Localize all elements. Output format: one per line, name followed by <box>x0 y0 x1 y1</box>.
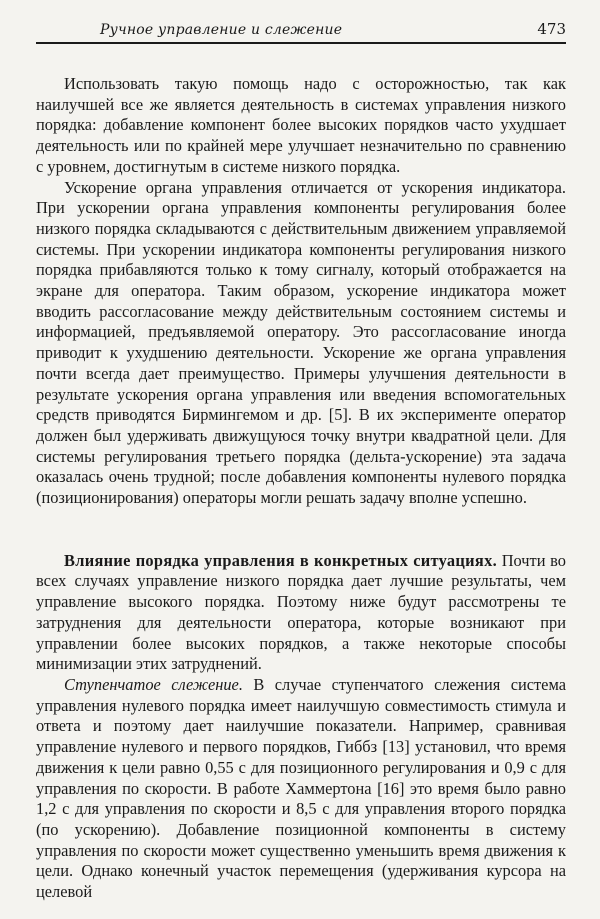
paragraph-step-tracking <box>36 675 566 903</box>
section-spacer <box>36 509 566 551</box>
section-intro: Почти во всех случаях управление низкого порядка дает лучшие результаты, чем управление высокого порядка. Поэтому ниже будут рассмотрены те затруднения для деятельности оператора, которые возникают при управлении более высоких порядков, а также некоторые способы минимизации этих затруднений. <box>36 550 566 674</box>
running-title: Ручное управление и слежение <box>100 22 343 38</box>
book-page <box>36 14 566 903</box>
subsection-title: Ступенчатое слежение. <box>64 674 243 694</box>
section-paragraph <box>36 551 566 675</box>
page-header <box>36 14 566 44</box>
section-heading: Влияние порядка управления в конкретных ситуациях. <box>64 550 497 570</box>
subsection-text: В случае ступенчатого слежения система управления нулевого порядка имеет наилучшую совместимость стимула и ответа и поэтому дает наилучшие показатели. Например, сравнивая управление нулевого и первого порядков, Гиббз [13] установил, что время движения к цели равно 0,55 с для позиционного регулирования и 0,9 с для управления по скорости. В работе Хаммертона [16] это время было равно 1,2 с для управления по скорости и 8,5 с для управления второго порядка (по ускорению). Добавление позиционной компоненты в систему управления по скорости может существенно уменьшить время движения к цели. Однако конечный участок перемещения (удерживания курсора на целевой <box>36 674 566 902</box>
paragraph-acceleration-caution: Использовать такую помощь надо с осторожностью, так как наилучшей все же является деятельность в системах управления низкого порядка: добавление компонент более высоких порядков часто ухудшает деятельность или по крайней мере улучшает незначительно по сравнению с уровнем, достигнутым в системе низкого порядка. <box>36 74 566 176</box>
body-text <box>36 74 566 903</box>
page-number: 473 <box>537 20 566 38</box>
paragraph-control-vs-display-acceleration: Ускорение органа управления отличается от ускорения индикатора. При ускорении органа управления компоненты регулирования более низкого порядка складываются с действительным движением управляемой системы. При ускорении индикатора компоненты регулирования низкого порядка прибавляются только к тому сигналу, который отображается на экране для оператора. Таким образом, ускорение индикатора может вводить рассогласование между действительным состоянием системы и информацией, предъявляемой оператору. Это рассогласование иногда приводит к ухудшению деятельности. Ускорение же органа управления почти всегда дает преимущество. Примеры улучшения деятельности в результате ускорения органа управления или введения вспомогательных средств приводятся Бирмингемом и др. [5]. В их эксперименте оператор должен был удерживать движущуюся точку внутри квадратной цели. Для системы регулирования третьего порядка (дельта-ускорение) эта задача оказалась очень трудной; после добавления компоненты нулевого порядка (позиционирования) операторы могли решать задачу вполне успешно. <box>36 177 566 508</box>
